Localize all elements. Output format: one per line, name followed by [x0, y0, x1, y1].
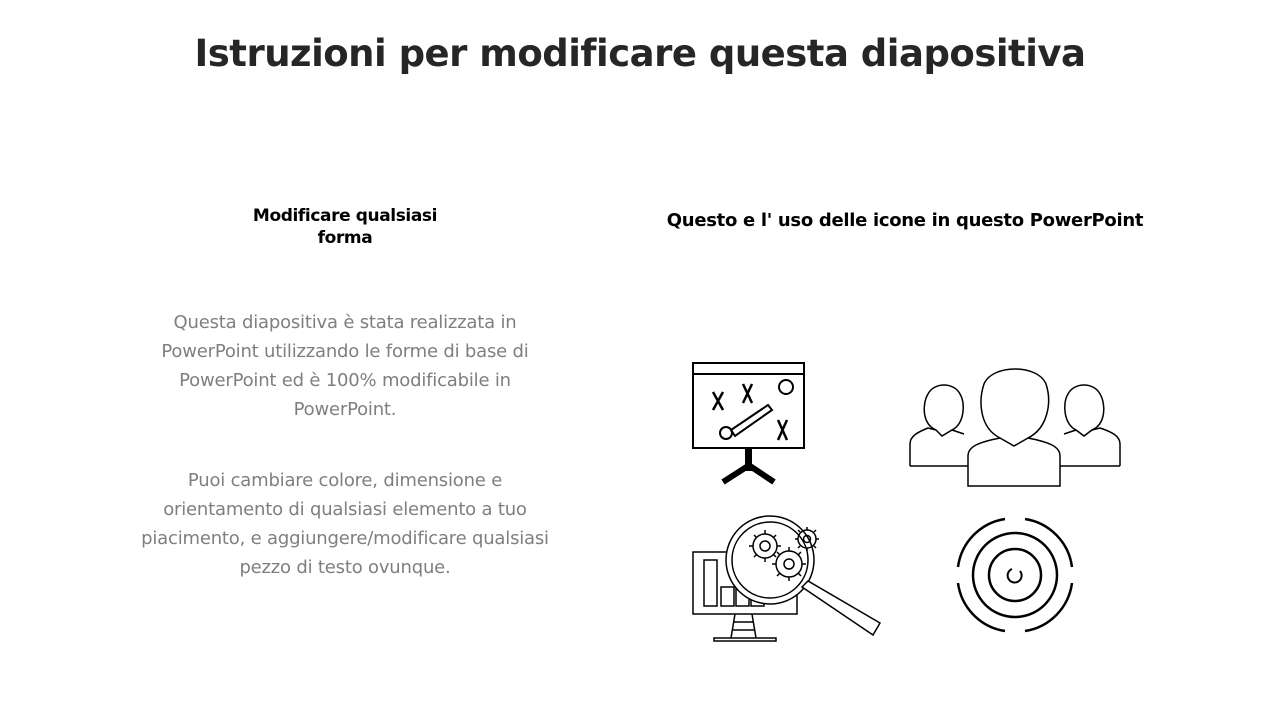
- body-paragraph-2: Puoi cambiare colore, dimensione e orientamento di qualsiasi elemento a tuo piacimento, e aggiungere/modificare qualsiasi pezzo di testo ovunque.: [141, 470, 549, 578]
- strategy-board-icon: [690, 360, 810, 490]
- left-heading: Modificare qualsiasi forma: [252, 206, 438, 248]
- analytics-search-icon: [690, 515, 885, 645]
- body-paragraph-1: Questa diapositiva è stata realizzata in PowerPoint utilizzando le forme di base di PowerPoint ed è 100% modificabile in PowerPoint.: [161, 312, 529, 420]
- slide-title: Istruzioni per modificare questa diapositiva: [194, 32, 1086, 75]
- target-icon: [950, 515, 1080, 635]
- team-icon: [908, 360, 1123, 490]
- right-heading: Questo e l' uso delle icone in questo PowerPoint: [666, 210, 1144, 231]
